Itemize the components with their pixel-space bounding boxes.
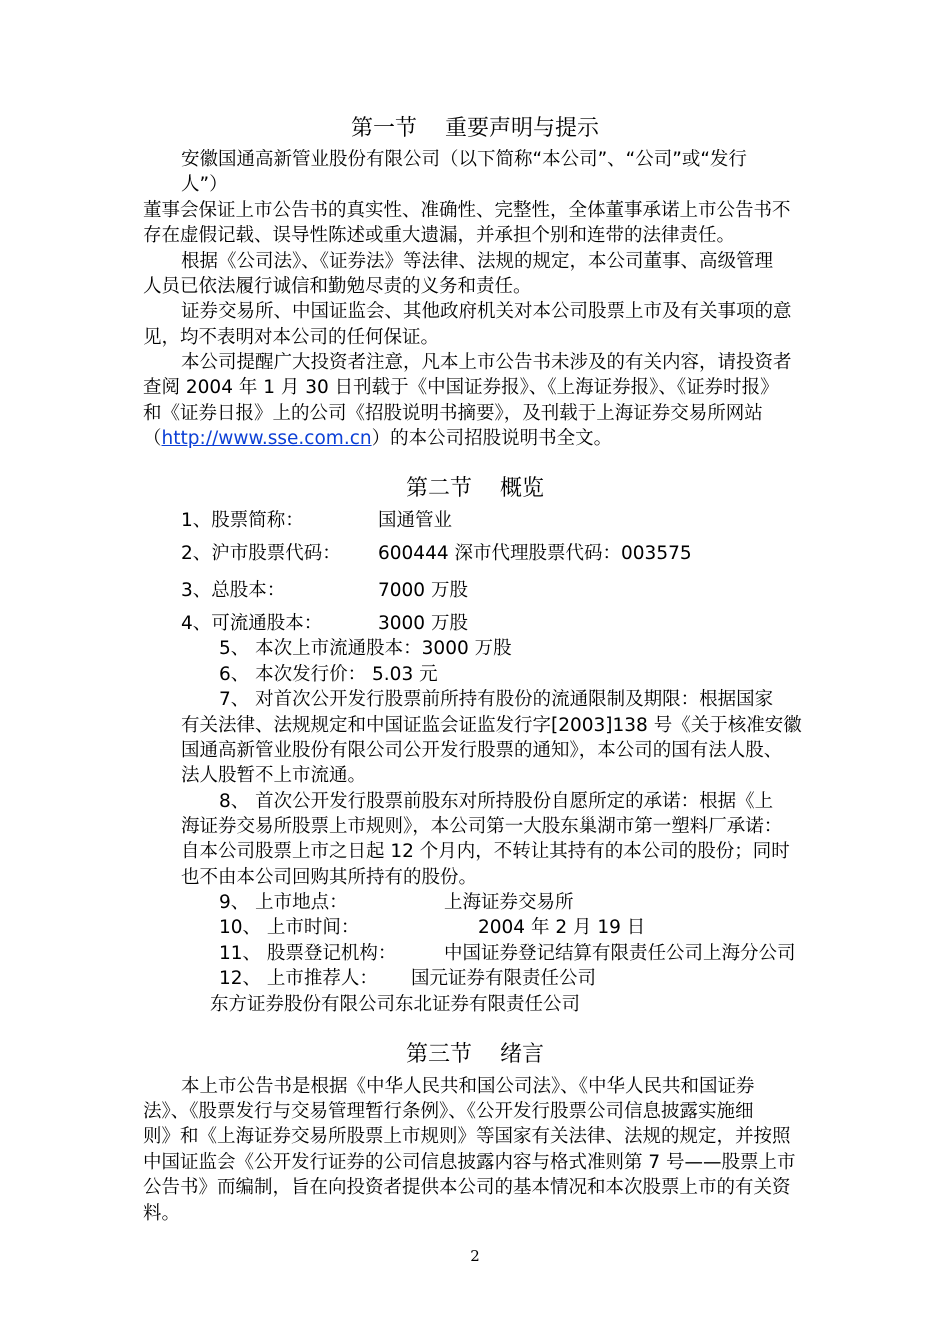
section1-link-line [143,426,612,451]
overview-item-8-line-3: 自本公司股票上市之日起 12 个月内，不转让其持有的本公司的股份；同时 [181,841,790,862]
section3-line-6: 料。 [143,1203,181,1224]
overview-item-2-label: 2、沪市股票代码： [181,543,341,564]
overview-item-8-line-2: 海证券交易所股票上市规则》，本公司第一大股东巢湖市第一塑料厂承诺： [181,816,783,837]
overview-item-7-line-4: 法人股暂不上市流通。 [181,765,367,786]
overview-item-8-line-1: 8、 首次公开发行股票前股东对所持股份自愿所定的承诺：根据《上 [219,791,774,812]
overview-item-3-label: 3、总股本： [181,580,286,601]
overview-item-9-label: 9、 上市地点： [219,892,348,913]
overview-item-4-label: 4、可流通股本： [181,613,323,634]
overview-item-8-line-4: 也不由本公司回购其所持有的股份。 [181,867,478,888]
section3-heading: 第三节 绪言 [406,1042,544,1067]
section3-line-1: 本上市公告书是根据《中华人民共和国公司法》、《中华人民共和国证券 [181,1076,755,1097]
link-open-paren: （ [143,428,162,449]
overview-item-11-label: 11、 股票登记机构： [219,943,397,964]
overview-item-10-label: 10、 上市时间： [219,917,360,938]
overview-item-12-label: 12、 上市推荐人： [219,968,378,989]
section3-line-2: 法》、《股票发行与交易管理暂行条例》、《公开发行股票公司信息披露实施细 [143,1101,754,1122]
overview-item-10-value: 2004 年 2 月 19 日 [478,917,646,938]
overview-item-2-value: 600444 深市代理股票代码：003575 [378,543,692,564]
overview-item-7-line-3: 国通高新管业股份有限公司公开发行股票的通知》，本公司的国有法人股、 [181,740,783,761]
overview-item-12-value: 国元证券有限责任公司 [411,968,597,989]
section1-line-3: 董事会保证上市公告书的真实性、准确性、完整性，全体董事承诺上市公告书不 [143,200,791,221]
overview-item-5: 5、 本次上市流通股本：3000 万股 [219,638,512,659]
section3-line-5: 公告书》而编制，旨在向投资者提供本公司的基本情况和本次股票上市的有关资 [143,1177,791,1198]
section1-line-1: 安徽国通高新管业股份有限公司（以下简称“本公司”、“公司”或“发行 [181,149,747,170]
section1-line-9: 本公司提醒广大投资者注意，凡本上市公告书未涉及的有关内容，请投资者 [181,352,792,373]
sse-website-link[interactable]: http://www.sse.com.cn [161,428,372,449]
overview-item-1-value: 国通管业 [378,510,453,531]
section1-heading: 第一节 重要声明与提示 [351,116,599,141]
section1-line-7: 证券交易所、中国证监会、其他政府机关对本公司股票上市及有关事项的意 [181,301,792,322]
section1-line-10: 查阅 2004 年 1 月 30 日刊载于《中国证券报》、《上海证券报》、《证券时报》 [143,377,779,398]
overview-item-7-line-1: 7、 对首次公开发行股票前所持有股份的流通限制及期限：根据国家 [219,689,774,710]
overview-item-11-value: 中国证券登记结算有限责任公司上海分公司 [444,943,796,964]
section1-line-11: 和《证券日报》上的公司《招股说明书摘要》，及刊载于上海证券交易所网站 [143,403,763,424]
section3-line-4: 中国证监会《公开发行证券的公司信息披露内容与格式准则第 7 号——股票上市 [143,1152,796,1173]
overview-item-4-value: 3000 万股 [378,613,468,634]
section1-line-6: 人员已依法履行诚信和勤勉尽责的义务和责任。 [143,276,532,297]
section1-line-8: 见，均不表明对本公司的任何保证。 [143,327,440,348]
section1-line-4: 存在虚假记载、误导性陈述或重大遗漏，并承担个别和连带的法律责任。 [143,225,736,246]
overview-item-1-label: 1、股票简称： [181,510,304,531]
section1-line-5: 根据《公司法》、《证券法》等法律、法规的规定，本公司董事、高级管理 [181,251,774,272]
link-suffix-text: ）的本公司招股说明书全文。 [371,428,613,449]
overview-item-12-continued: 东方证券股份有限公司东北证券有限责任公司 [210,994,581,1015]
section2-heading: 第二节 概览 [406,476,544,501]
overview-item-3-value: 7000 万股 [378,580,468,601]
page-number: 2 [470,1247,480,1265]
section3-line-3: 则》和《上海证券交易所股票上市规则》等国家有关法律、法规的规定，并按照 [143,1126,791,1147]
overview-item-6: 6、 本次发行价： 5.03 元 [219,664,438,685]
overview-item-7-line-2: 有关法律、法规规定和中国证监会证监发行字[2003]138 号《关于核准安徽 [181,715,802,736]
overview-item-9-value: 上海证券交易所 [444,892,574,913]
section1-line-2: 人”） [181,174,228,195]
